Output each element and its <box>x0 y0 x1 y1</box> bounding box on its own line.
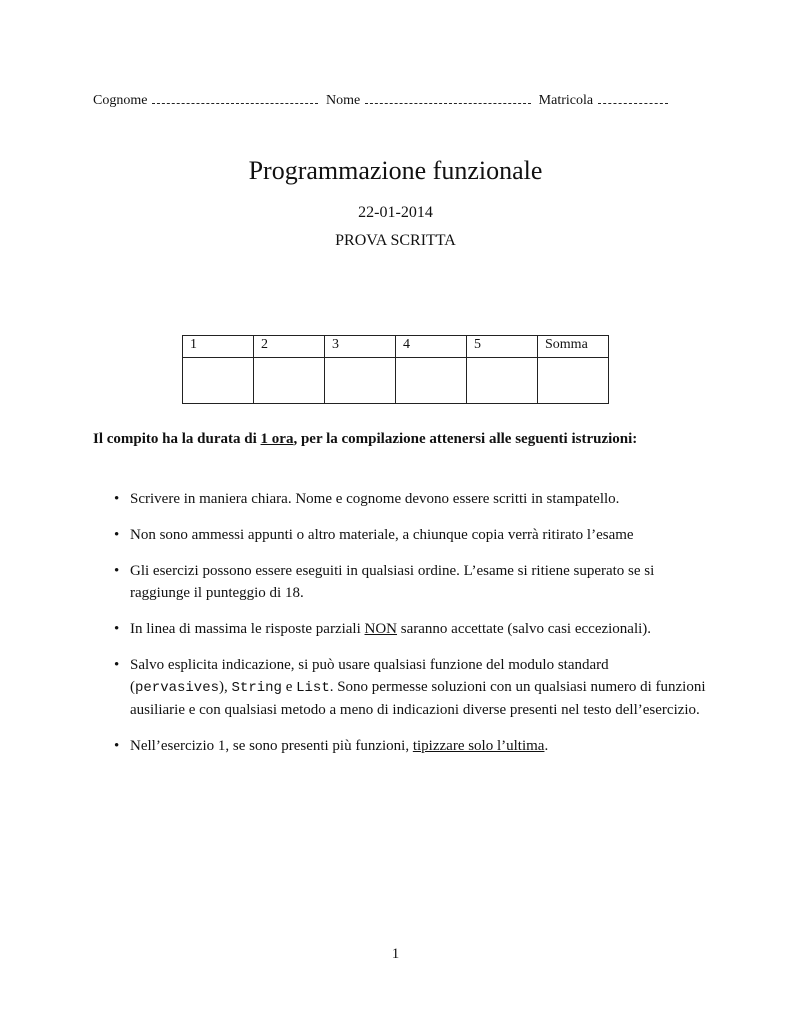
score-header-cell: Somma <box>538 336 609 358</box>
score-value-cell[interactable] <box>325 358 396 404</box>
module-name: List <box>296 680 330 696</box>
student-id-field[interactable] <box>598 93 668 104</box>
bullet-icon: • <box>114 491 120 507</box>
bullet-icon: • <box>114 563 120 579</box>
bullet-icon: • <box>114 527 120 543</box>
bullet-icon: • <box>114 657 120 673</box>
bullet-icon: • <box>114 738 120 754</box>
rule-text: Scrivere in maniera chiara. Nome e cognome devono essere scritti in stampatello. <box>130 491 620 507</box>
rule-text: ), <box>219 679 232 695</box>
instructions-intro <box>93 428 698 450</box>
score-header-cell: 1 <box>183 336 254 358</box>
list-item <box>110 488 710 510</box>
list-item <box>110 524 710 546</box>
module-name: String <box>231 680 282 696</box>
score-value-cell[interactable] <box>396 358 467 404</box>
list-item <box>110 735 710 757</box>
list-item <box>110 618 710 640</box>
list-item <box>110 654 710 721</box>
intro-text: Il compito ha la durata di <box>93 431 261 447</box>
name-field[interactable] <box>365 93 531 104</box>
score-header-cell: 2 <box>254 336 325 358</box>
bullet-icon: • <box>114 621 120 637</box>
rule-text: . Sono permesse soluzioni con un qualsiasi numero di funzioni ausiliarie e con qualsiasi metodo a meno di indicazioni diverse presenti nel testo dell’esercizio. <box>130 679 706 718</box>
rule-text: saranno accettate (salvo casi eccezionali). <box>397 621 652 637</box>
rule-text: Gli esercizi possono essere eseguiti in qualsiasi ordine. L’esame si ritiene superato se si raggiunge il punteggio di 18. <box>130 563 655 601</box>
rule-text: e <box>281 679 297 695</box>
rule-text: . <box>544 738 549 754</box>
surname-field[interactable] <box>152 93 318 104</box>
intro-duration: 1 ora <box>260 431 294 447</box>
score-table <box>182 335 609 404</box>
score-value-cell[interactable] <box>254 358 325 404</box>
score-table-header-row <box>183 336 609 358</box>
intro-text: , per la compilazione attenersi alle seguenti istruzioni: <box>293 431 638 447</box>
rules-list <box>110 488 710 771</box>
student-id-label: Matricola <box>538 93 594 108</box>
score-header-cell: 3 <box>325 336 396 358</box>
rule-emphasis: NON <box>364 621 398 637</box>
score-value-cell[interactable] <box>183 358 254 404</box>
score-header-cell: 5 <box>467 336 538 358</box>
rule-text: Salvo esplicita indicazione, si può usare qualsiasi funzione del modulo standard ( <box>130 657 609 695</box>
rule-emphasis: tipizzare solo l’ultima <box>412 738 545 754</box>
surname-label: Cognome <box>93 93 148 108</box>
page-number: 1 <box>391 946 400 962</box>
exam-date: 22-01-2014 <box>358 204 433 221</box>
list-item <box>110 560 710 604</box>
module-name: pervasives <box>135 680 220 696</box>
rule-text: In linea di massima le risposte parziali <box>130 621 365 637</box>
name-label: Nome <box>325 93 361 108</box>
rule-text: Nell’esercizio 1, se sono presenti più funzioni, <box>130 738 413 754</box>
score-value-cell[interactable] <box>538 358 609 404</box>
student-info-line <box>93 93 703 109</box>
score-table-value-row <box>183 358 609 404</box>
score-header-cell: 4 <box>396 336 467 358</box>
page-title: Programmazione funzionale <box>248 156 543 185</box>
score-value-cell[interactable] <box>467 358 538 404</box>
exam-subtitle: PROVA SCRITTA <box>335 232 456 249</box>
rule-text: Non sono ammessi appunti o altro materiale, a chiunque copia verrà ritirato l’esame <box>130 527 634 543</box>
